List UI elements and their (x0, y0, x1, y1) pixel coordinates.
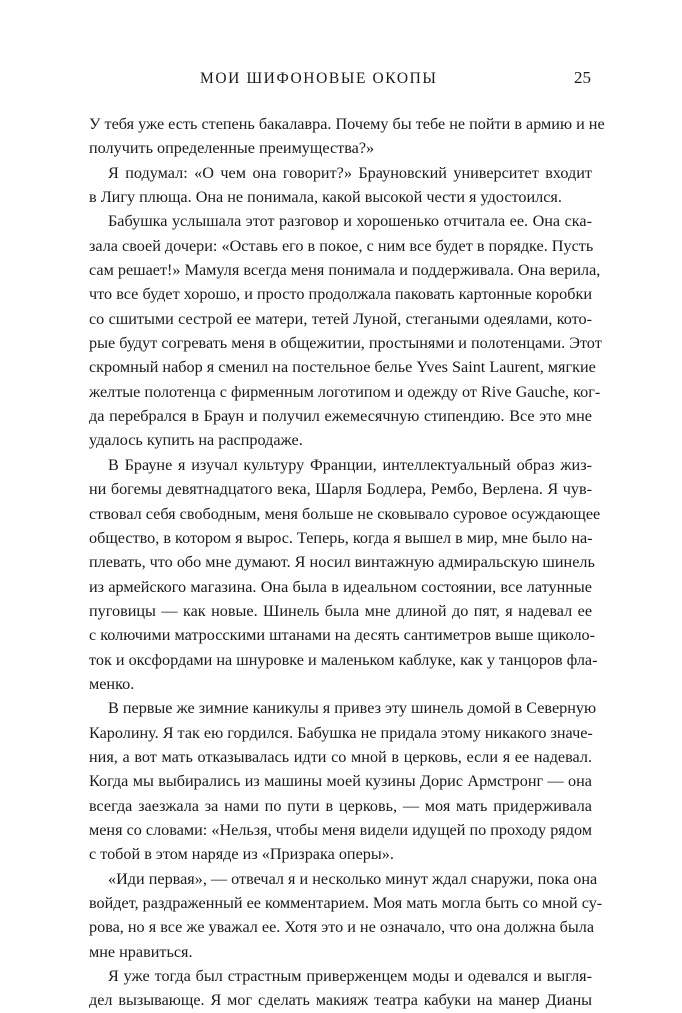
text-line: войдет, раздраженный ее комментарием. Моя мать могла быть со мной су- (89, 894, 603, 912)
text-line: Я подумал: «О чем она говорит?» Брауновский университет входит (108, 163, 592, 182)
running-header-title: МОИ ШИФОНОВЫЕ ОКОПЫ (200, 70, 438, 87)
text-line: ствовал себя свободным, меня больше не сковывало суровое осуждающее (89, 504, 601, 523)
text-line: со сшитыми сестрой ее матери, тетей Луной, стегаными одеялами, кото- (89, 309, 592, 328)
text-line: мне нравиться. (89, 942, 193, 961)
text-line: скромный набор я сменил на постельное белье Yves Saint Laurent, мягкие (89, 358, 596, 377)
text-line: желтые полотенца с фирменным логотипом и одежду от Rive Gauche, ког- (89, 382, 601, 401)
text-line: ния, а вот мать отказывалась идти со мной в церковь, если я ее надевал. (89, 747, 592, 766)
text-line: Бабушка услышала этот разговор и хорошенько отчитала ее. Она ска- (108, 212, 592, 231)
text-line: менко. (89, 674, 135, 693)
text-line: всегда заезжала за нами по пути в церковь, — моя мать придерживала (89, 796, 592, 815)
body-text (89, 112, 605, 1013)
text-line: общество, в котором я вырос. Теперь, когда я вышел в мир, мне было на- (89, 528, 593, 547)
text-line: в Лигу плюща. Она не понимала, какой высокой чести я удостоился. (89, 188, 562, 207)
text-line: с тобой в этом наряде из «Призрака оперы». (89, 845, 394, 864)
text-line: получить определенные преимущества?» (89, 139, 375, 158)
text-line: ни богемы девятнадцатого века, Шарля Бодлера, Рембо, Верлена. Я чув- (89, 480, 592, 499)
text-line: рова, но я все же уважал ее. Хотя это и не означало, что она должна была (89, 918, 595, 937)
page-number: 25 (574, 68, 591, 87)
text-line: удалось купить на распродаже. (89, 431, 303, 450)
text-line: «Иди первая», — отвечал я и несколько минут ждал снаружи, пока она (108, 869, 598, 888)
text-line: дел вызывающе. Я мог сделать макияж театра кабуки на манер Дианы (89, 991, 592, 1010)
text-line: рые будут согревать меня в общежитии, простынями и полотенцами. Этот (89, 334, 602, 353)
text-line: что все будет хорошо, и просто продолжала паковать картонные коробки (89, 285, 592, 304)
text-line: из армейского магазина. Она была в идеальном состоянии, все латунные (89, 577, 592, 596)
text-line: Каролину. Я так ею гордился. Бабушка не придала этому никакого значе- (89, 723, 593, 742)
text-line: плевать, что обо мне думают. Я носил винтажную адмиральскую шинель (89, 553, 595, 572)
text-line: да перебрался в Браун и получил ежемесячную стипендию. Все это мне (89, 407, 592, 426)
text-line: зала своей дочери: «Оставь его в покое, с ним все будет в порядке. Пусть (89, 236, 594, 255)
text-line: меня со словами: «Нельзя, чтобы меня видели идущей по проходу рядом (89, 820, 592, 839)
text-line: В Брауне я изучал культуру Франции, интеллектуальный образ жиз- (108, 455, 592, 474)
text-line: В первые же зимние каникулы я привез эту шинель домой в Северную (108, 699, 597, 718)
text-line: сам решает!» Мамуля всегда меня понимала и поддерживала. Она верила, (89, 261, 601, 280)
text-line: ток и оксфордами на шнуровке и маленьком каблуке, как у танцоров фла- (89, 650, 598, 669)
text-line: Когда мы выбирались из машины моей кузины Дорис Армстронг — она (89, 772, 592, 791)
text-line: Я уже тогда был страстным приверженцем моды и одевался и выгля- (108, 967, 592, 986)
text-line: У тебя уже есть степень бакалавра. Почему бы тебе не пойти в армию и не (89, 115, 605, 133)
text-line: пуговицы — как новые. Шинель была мне длиной до пят, я надевал ее (89, 601, 592, 620)
text-line: с колючими матросскими штанами на десять сантиметров выше щиколо- (89, 626, 596, 645)
